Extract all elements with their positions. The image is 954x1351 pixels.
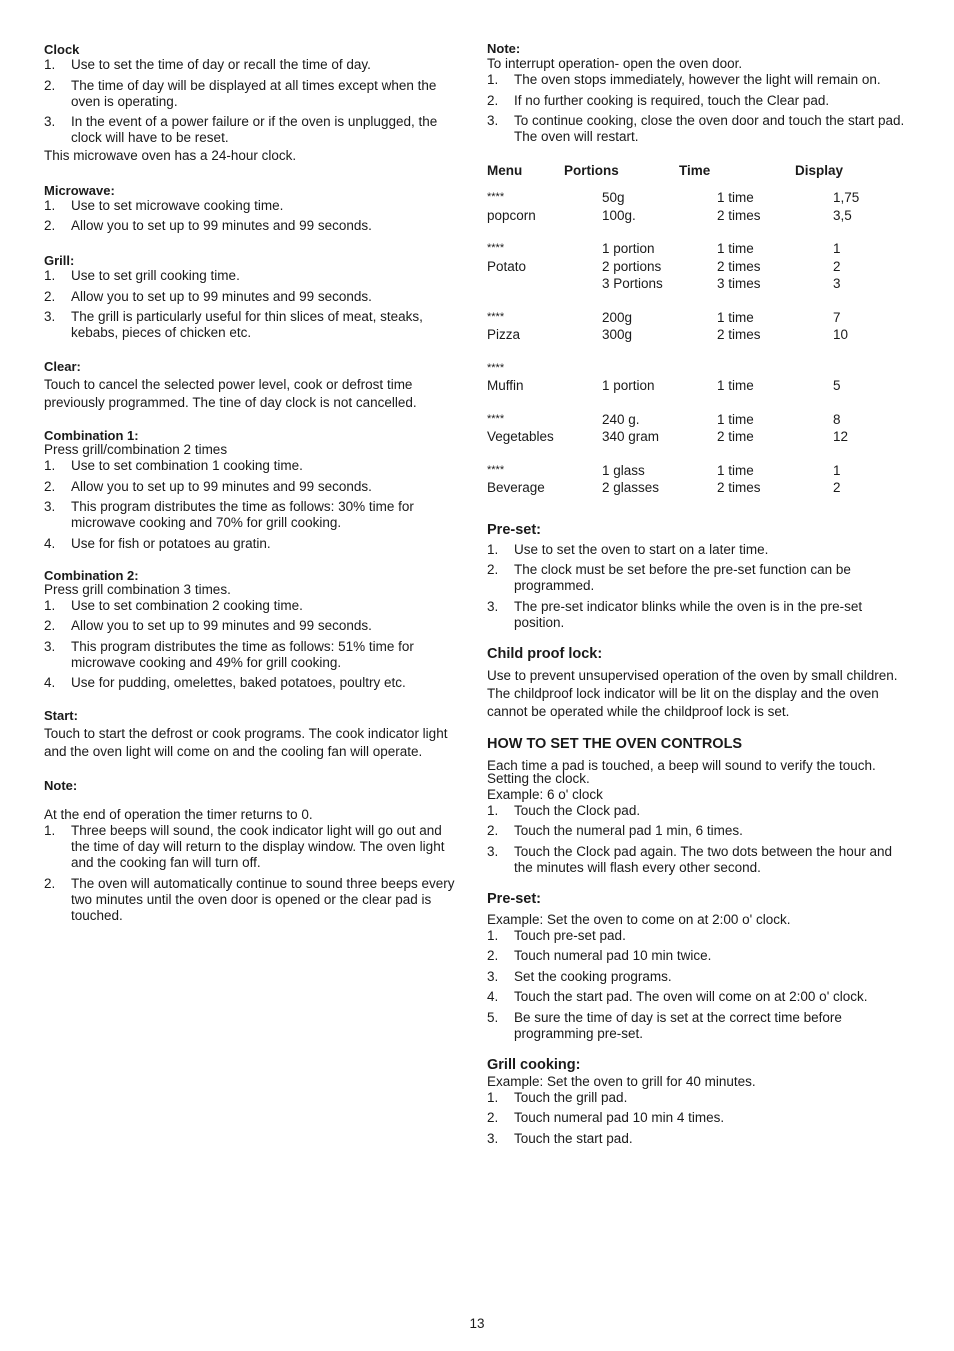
- menu-table-header: [487, 163, 909, 179]
- portions-cell: 340 gram: [602, 429, 660, 444]
- display-cell: 1: [833, 241, 841, 256]
- list-item: [44, 675, 460, 691]
- combination2-section: [44, 567, 460, 692]
- numbered-list: [44, 57, 460, 146]
- list-item: [487, 969, 909, 985]
- list-text: Use to set grill cooking time.: [71, 268, 240, 283]
- list-number: 2.: [487, 562, 499, 577]
- list-text: Touch the numeral pad 1 min, 6 times.: [514, 823, 743, 838]
- section-heading: Clock: [44, 42, 80, 57]
- menu-group: [487, 189, 909, 224]
- list-number: 1.: [487, 1089, 499, 1105]
- list-number: 3.: [487, 968, 499, 984]
- menu-group: [487, 462, 909, 497]
- section-heading: Combination 2:: [44, 567, 139, 583]
- section-heading: Grill:: [44, 253, 75, 268]
- list-number: 4.: [44, 675, 56, 690]
- list-number: 2.: [487, 823, 499, 838]
- list-item: [44, 458, 460, 474]
- time-cell: [717, 360, 833, 378]
- list-text: This program distributes the time as follows: 30% time for microwave cooking and 70% for grill cooking.: [71, 499, 414, 530]
- list-number: 1.: [44, 268, 56, 283]
- right-column: [487, 42, 909, 1151]
- list-number: 1.: [487, 802, 499, 818]
- stars-marker: ****: [487, 361, 505, 374]
- portions-cell: 1 portion: [602, 378, 655, 393]
- list-item: [487, 989, 909, 1005]
- list-text: The pre-set indicator blinks while the oven is in the pre-set position.: [514, 598, 863, 630]
- table-row: [487, 411, 909, 429]
- numbered-list: [487, 1090, 909, 1147]
- column-header: Display: [795, 163, 844, 178]
- table-row: [487, 360, 909, 378]
- section-heading: Note:: [44, 778, 78, 793]
- display-cell: 5: [833, 378, 841, 393]
- portions-cell: 100g.: [602, 207, 636, 223]
- list-item: [44, 78, 460, 110]
- time-cell: 1 time: [717, 378, 754, 393]
- display-cell: [833, 360, 909, 378]
- list-number: 2.: [44, 288, 56, 304]
- list-number: 4.: [487, 989, 499, 1004]
- numbered-list: [487, 803, 909, 876]
- list-item: [487, 928, 909, 944]
- list-text: In the event of a power failure or if the oven is unplugged, the clock will have to be reset.: [71, 114, 438, 145]
- portions-cell: 3 Portions: [602, 276, 663, 291]
- portions-cell: 2 portions: [602, 258, 662, 274]
- list-text: Use to set the time of day or recall the time of day.: [71, 57, 371, 72]
- list-number: 2.: [44, 77, 56, 93]
- list-item: [44, 618, 460, 634]
- table-row: [487, 479, 909, 497]
- menu-cell: [487, 275, 602, 293]
- portions-cell: 50g: [602, 190, 625, 205]
- section-text: Touch to start the defrost or cook programs. The cook indicator light and the oven light will come on and the cooling fan will operate.: [44, 726, 448, 759]
- menu-cell: popcorn: [487, 207, 536, 223]
- portions-cell: 1 glass: [602, 462, 645, 478]
- list-item: [44, 639, 460, 671]
- menu-group: [487, 240, 909, 293]
- list-number: 2.: [487, 1110, 499, 1125]
- section-heading: Note:: [487, 41, 521, 56]
- numbered-list: [487, 542, 909, 631]
- list-text: Touch the start pad. The oven will come on at 2:00 o' clock.: [514, 989, 868, 1004]
- list-item: [44, 198, 460, 214]
- clear-section: [44, 359, 460, 412]
- numbered-list: [44, 598, 460, 692]
- list-number: 3.: [44, 499, 56, 514]
- section-heading: Clear:: [44, 359, 81, 374]
- list-item: [44, 598, 460, 614]
- list-item: [487, 1131, 909, 1147]
- table-row: [487, 275, 909, 293]
- section-subtext: Example: 6 o' clock: [487, 786, 603, 802]
- list-text: Use to set combination 1 cooking time.: [71, 458, 303, 473]
- list-text: Touch the grill pad.: [514, 1089, 628, 1105]
- list-item: [487, 823, 909, 839]
- time-cell: 2 times: [717, 258, 761, 274]
- menu-cell: Vegetables: [487, 429, 554, 444]
- list-item: [487, 803, 909, 819]
- list-text: The grill is particularly useful for thin slices of meat, steaks, kebabs, pieces of chicken etc.: [71, 309, 423, 340]
- list-text: Three beeps will sound, the cook indicator light will go out and the time of day will return to the display window. The oven light and the cooking fan will turn off.: [71, 823, 445, 870]
- menu-group: [487, 411, 909, 446]
- time-cell: 2 times: [717, 480, 761, 495]
- column-header: Portions: [564, 163, 619, 178]
- numbered-list: [487, 72, 909, 145]
- display-cell: 2: [833, 258, 841, 274]
- list-item: [487, 562, 909, 594]
- clock-section: [44, 42, 460, 164]
- section-heading: Child proof lock:: [487, 645, 603, 662]
- list-item: [487, 1090, 909, 1106]
- list-text: The oven will automatically continue to sound three beeps every two minutes until the oven door is opened or the clear pad is touched.: [71, 875, 455, 923]
- list-text: Allow you to set up to 99 minutes and 99 seconds.: [71, 478, 372, 494]
- portions-cell: 1 portion: [602, 241, 655, 256]
- list-text: Touch the Clock pad again. The two dots between the hour and the minutes will flash every other second.: [514, 843, 893, 875]
- list-item: [487, 93, 909, 109]
- display-cell: 8: [833, 411, 841, 427]
- stars-marker: ****: [487, 310, 505, 323]
- column-header: Time: [679, 163, 711, 178]
- list-item: [487, 1110, 909, 1126]
- list-text: Use for pudding, omelettes, baked potatoes, poultry etc.: [71, 675, 406, 690]
- grill-cooking-section: [487, 1056, 909, 1147]
- table-row: [487, 189, 909, 207]
- time-cell: 2 times: [717, 327, 761, 342]
- section-subtext: Example: Set the oven to grill for 40 minutes.: [487, 1073, 756, 1089]
- list-number: 2.: [487, 948, 499, 963]
- section-heading: HOW TO SET THE OVEN CONTROLS: [487, 735, 743, 752]
- list-text: Use to set combination 2 cooking time.: [71, 597, 303, 613]
- time-cell: 2 time: [717, 429, 754, 444]
- section-text: Use to prevent unsupervised operation of the oven by small children. The childproof lock indicator will be lit on the display and the oven cannot be operated while the childproof lock is set.: [487, 667, 898, 719]
- microwave-section: [44, 183, 460, 235]
- list-item: [44, 289, 460, 305]
- list-number: 1.: [487, 927, 499, 943]
- numbered-list: [487, 928, 909, 1042]
- section-text: Touch to cancel the selected power level, cook or defrost time previously programmed. The tine of day clock is not cancelled.: [44, 377, 417, 410]
- display-cell: 7: [833, 309, 841, 325]
- section-subtext: Example: Set the oven to come on at 2:00 o' clock.: [487, 911, 791, 927]
- menu-cell: Pizza: [487, 327, 521, 342]
- time-cell: 1 time: [717, 462, 754, 478]
- numbered-list: [44, 268, 460, 341]
- left-column: [44, 42, 460, 928]
- list-number: 3.: [487, 598, 499, 614]
- list-number: 1.: [44, 823, 56, 838]
- child-lock-section: [487, 645, 909, 721]
- column-header: Menu: [487, 163, 523, 178]
- list-item: [44, 57, 460, 73]
- list-item: [44, 479, 460, 495]
- list-text: The clock must be set before the pre-set function can be programmed.: [514, 562, 851, 593]
- list-text: Use to set the oven to start on a later time.: [514, 541, 769, 557]
- table-row: [487, 258, 909, 276]
- page-number: 13: [469, 1316, 485, 1331]
- section-text: Each time a pad is touched, a beep will sound to verify the touch.: [487, 757, 876, 773]
- stars-marker: ****: [487, 191, 505, 203]
- list-number: 4.: [44, 535, 56, 551]
- section-subtext: Setting the clock.: [487, 770, 590, 786]
- start-section: [44, 708, 460, 761]
- list-number: 3.: [487, 113, 499, 128]
- list-item: [44, 218, 460, 234]
- section-heading: Microwave:: [44, 182, 115, 198]
- list-item: [44, 268, 460, 284]
- portions-cell: 240 g.: [602, 411, 640, 427]
- menu-table-body: [487, 189, 909, 497]
- display-cell: 1,75: [833, 190, 860, 205]
- list-text: The time of day will be displayed at all times except when the oven is operating.: [71, 77, 437, 109]
- display-cell: 12: [833, 429, 849, 444]
- list-item: [44, 876, 460, 924]
- section-subtext: Press grill/combination 2 times: [44, 442, 228, 457]
- list-item: [44, 309, 460, 341]
- list-text: Allow you to set up to 99 minutes and 99 seconds.: [71, 618, 372, 633]
- portions-cell: 200g: [602, 309, 633, 325]
- list-number: 2.: [44, 218, 56, 233]
- list-number: 3.: [487, 843, 499, 859]
- list-number: 1.: [487, 541, 499, 557]
- list-number: 5.: [487, 1009, 499, 1025]
- section-heading: Start:: [44, 708, 78, 723]
- table-row: [487, 462, 909, 480]
- stars-marker: ****: [487, 412, 505, 425]
- list-number: 1.: [44, 197, 56, 213]
- list-text: Touch pre-set pad.: [514, 927, 626, 943]
- section-text: This microwave oven has a 24-hour clock.: [44, 147, 297, 163]
- list-item: [44, 823, 460, 871]
- list-item: [487, 113, 909, 145]
- time-cell: 2 times: [717, 207, 761, 223]
- list-number: 2.: [44, 618, 56, 633]
- list-item: [44, 499, 460, 531]
- portions-cell: [602, 360, 717, 378]
- time-cell: 1 time: [717, 411, 754, 427]
- table-row: [487, 309, 909, 327]
- list-number: 2.: [44, 478, 56, 494]
- list-number: 3.: [44, 114, 56, 129]
- list-text: To continue cooking, close the oven door and touch the start pad. The oven will restart.: [514, 113, 905, 144]
- list-number: 1.: [44, 458, 56, 473]
- list-text: Touch numeral pad 10 min twice.: [514, 948, 712, 963]
- menu-group: [487, 360, 909, 395]
- table-row: [487, 428, 909, 446]
- display-cell: 10: [833, 327, 849, 342]
- note-section: [487, 42, 909, 145]
- table-row: [487, 240, 909, 258]
- time-cell: 1 time: [717, 241, 754, 256]
- list-number: 1.: [44, 597, 56, 613]
- grill-section: [44, 253, 460, 341]
- section-heading: Grill cooking:: [487, 1056, 581, 1073]
- list-number: 3.: [44, 309, 56, 324]
- display-cell: 3,5: [833, 207, 852, 223]
- list-item: [44, 536, 460, 552]
- list-text: Allow you to set up to 99 minutes and 99 seconds.: [71, 218, 372, 233]
- list-item: [487, 844, 909, 876]
- preset-section: [487, 521, 909, 631]
- list-text: Be sure the time of day is set at the correct time before programming pre-set.: [514, 1009, 842, 1041]
- menu-cell: Potato: [487, 258, 527, 274]
- section-subtext: At the end of operation the timer returns to 0.: [44, 807, 313, 822]
- list-text: This program distributes the time as follows: 51% time for microwave cooking and 49% for grill cooking.: [71, 638, 414, 670]
- list-text: The oven stops immediately, however the light will remain on.: [514, 72, 881, 87]
- display-cell: 3: [833, 276, 841, 291]
- portions-cell: 2 glasses: [602, 480, 660, 495]
- table-row: [487, 377, 909, 395]
- howto-section: [487, 735, 909, 876]
- menu-cell: Beverage: [487, 480, 545, 495]
- list-text: Allow you to set up to 99 minutes and 99 seconds.: [71, 288, 372, 304]
- list-number: 1.: [44, 57, 56, 72]
- section-heading: Combination 1:: [44, 428, 139, 443]
- list-number: 3.: [44, 638, 56, 654]
- numbered-list: [44, 458, 460, 552]
- numbered-list: [44, 198, 460, 235]
- list-text: Use to set microwave cooking time.: [71, 197, 284, 213]
- time-cell: 3 times: [717, 276, 761, 291]
- display-cell: 2: [833, 480, 841, 495]
- time-cell: 1 time: [717, 190, 754, 205]
- list-item: [487, 599, 909, 631]
- stars-marker: ****: [487, 463, 505, 476]
- combination1-section: [44, 430, 460, 552]
- list-number: 1.: [487, 72, 499, 87]
- list-text: Set the cooking programs.: [514, 968, 672, 984]
- section-subtext: Press grill combination 3 times.: [44, 581, 231, 597]
- list-item: [44, 114, 460, 146]
- table-row: [487, 326, 909, 344]
- section-heading: Pre-set:: [487, 521, 541, 538]
- section-heading: Pre-set:: [487, 890, 541, 907]
- section-subtext: To interrupt operation- open the oven door.: [487, 56, 743, 71]
- portions-cell: 300g: [602, 327, 633, 342]
- list-number: 2.: [487, 92, 499, 108]
- list-text: If no further cooking is required, touch the Clear pad.: [514, 92, 830, 108]
- menu-cell: Muffin: [487, 378, 524, 393]
- list-text: Use for fish or potatoes au gratin.: [71, 535, 271, 551]
- preset2-section: [487, 890, 909, 1042]
- note-section: [44, 778, 460, 924]
- time-cell: 1 time: [717, 309, 754, 325]
- numbered-list: [44, 823, 460, 924]
- list-item: [487, 72, 909, 88]
- list-number: 3.: [487, 1130, 499, 1146]
- list-item: [487, 948, 909, 964]
- menu-group: [487, 309, 909, 344]
- list-text: Touch numeral pad 10 min 4 times.: [514, 1110, 725, 1125]
- table-row: [487, 207, 909, 225]
- display-cell: 1: [833, 462, 841, 478]
- menu-table: [487, 163, 909, 497]
- list-text: Touch the Clock pad.: [514, 802, 641, 818]
- list-item: [487, 1010, 909, 1042]
- list-text: Touch the start pad.: [514, 1130, 633, 1146]
- stars-marker: ****: [487, 242, 505, 254]
- list-number: 2.: [44, 875, 56, 891]
- list-item: [487, 542, 909, 558]
